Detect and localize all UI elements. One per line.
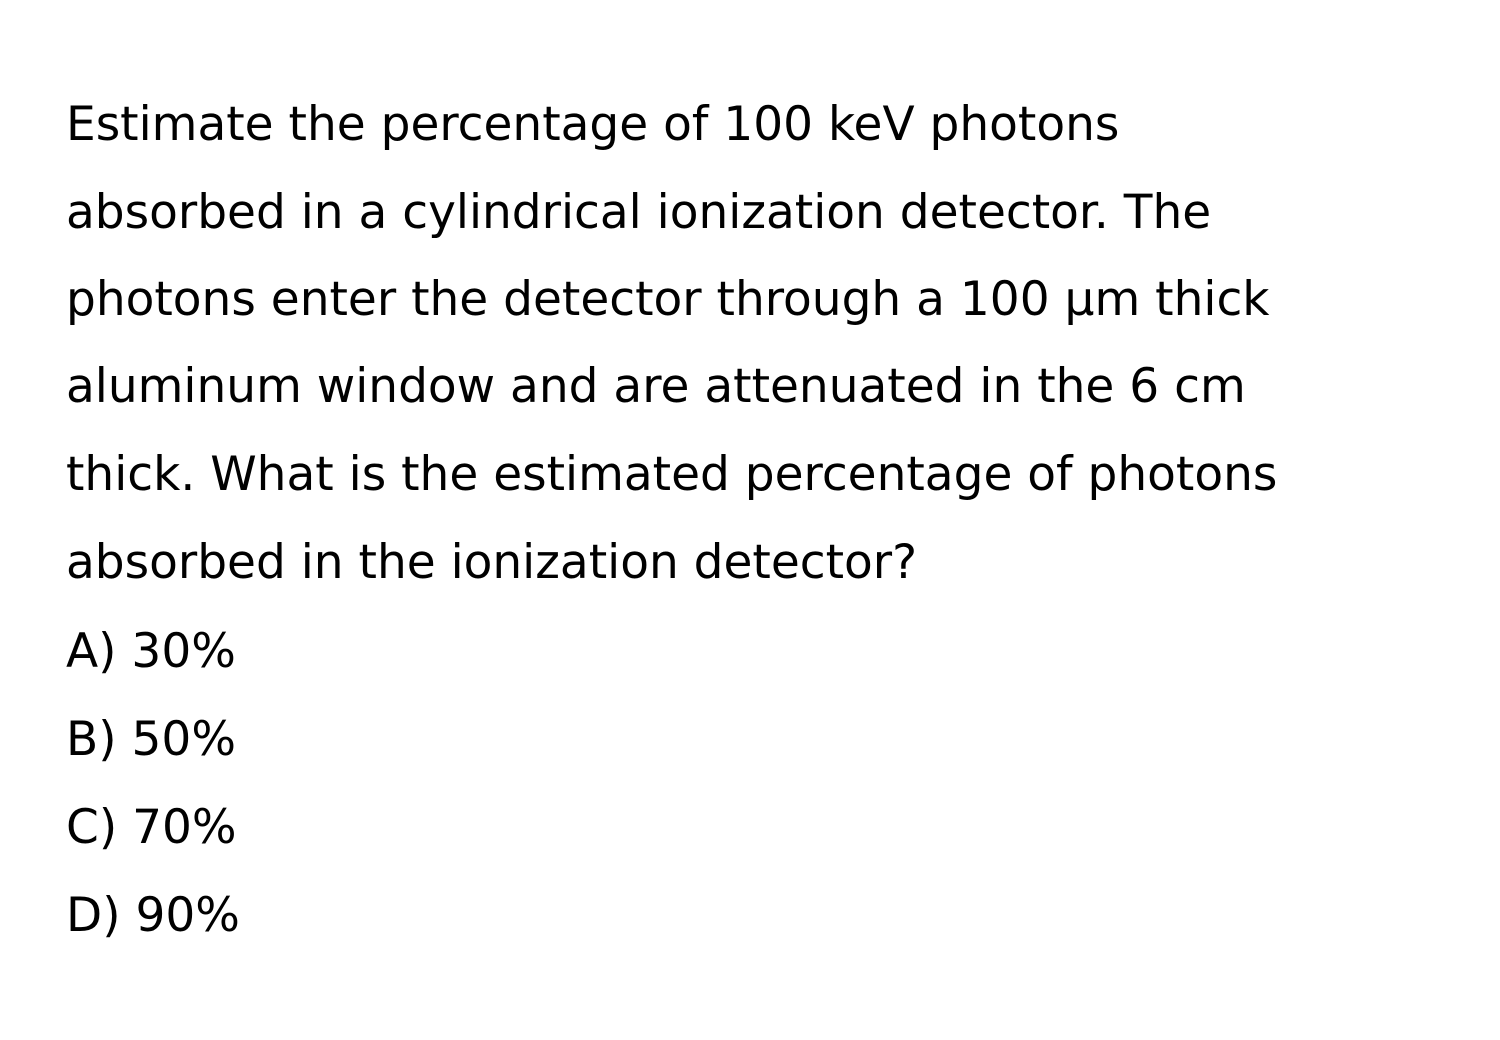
answer-option-b: B) 50% bbox=[66, 712, 236, 767]
question-text-line: absorbed in a cylindrical ionization detector. The bbox=[66, 185, 1212, 240]
answer-option-a: A) 30% bbox=[66, 624, 236, 679]
question-text-line: Estimate the percentage of 100 keV photons bbox=[66, 97, 1120, 152]
answer-option-d: D) 90% bbox=[66, 888, 240, 943]
question-text-line: absorbed in the ionization detector? bbox=[66, 535, 918, 590]
question-text-line: thick. What is the estimated percentage of photons bbox=[66, 447, 1278, 502]
answer-option-c: C) 70% bbox=[66, 800, 237, 855]
question-text-line: aluminum window and are attenuated in the 6 cm bbox=[66, 359, 1246, 414]
question-text-line: photons enter the detector through a 100 μm thick bbox=[66, 272, 1270, 327]
